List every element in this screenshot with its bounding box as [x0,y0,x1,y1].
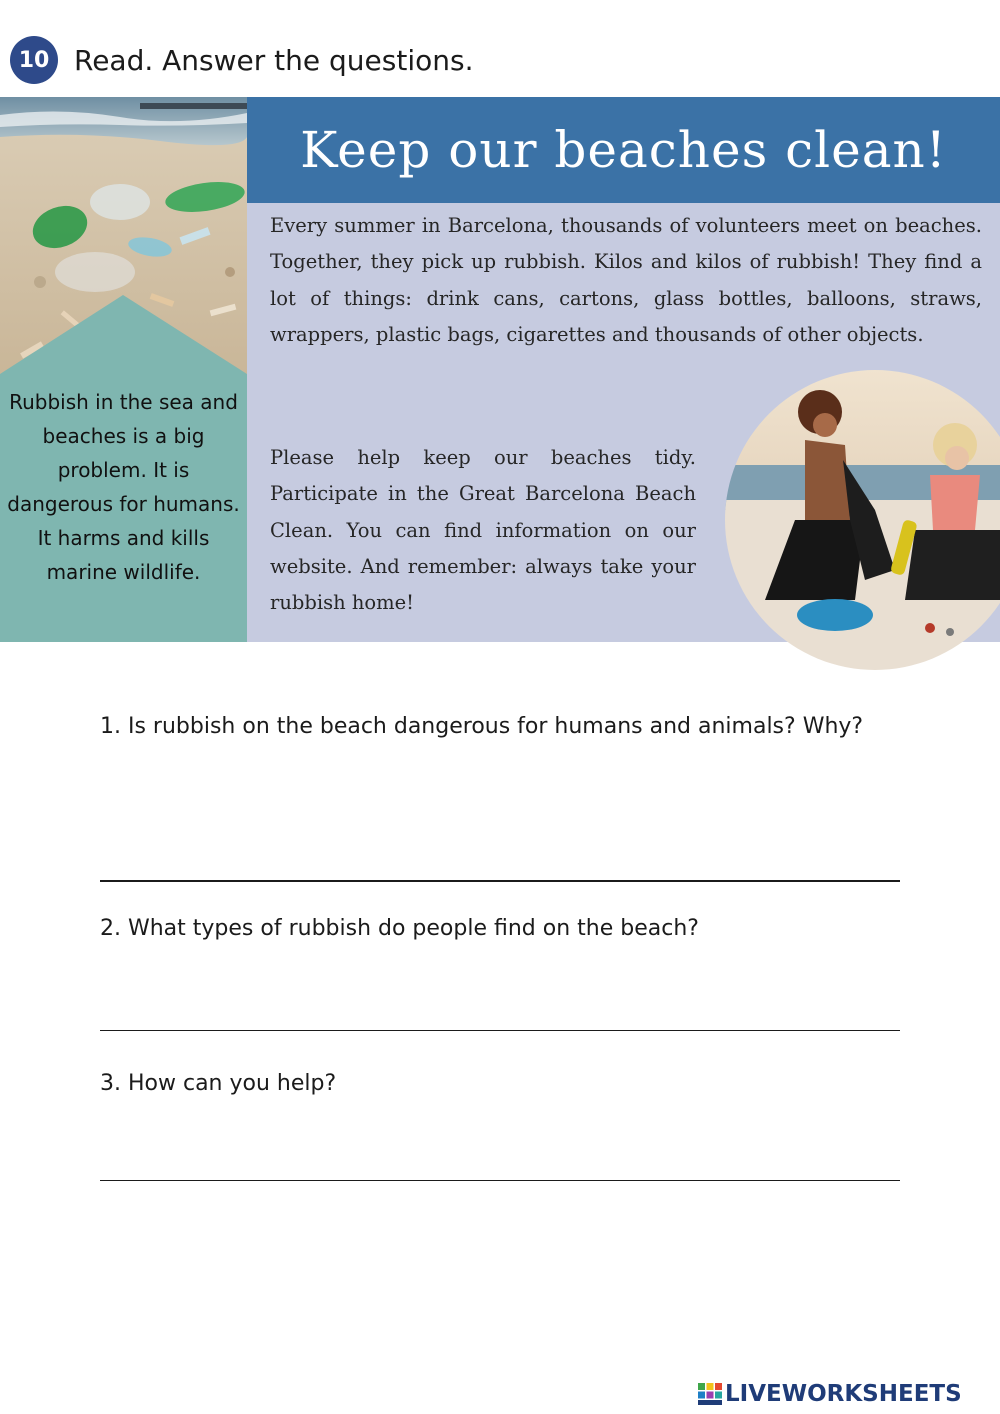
answer-line-3[interactable] [100,1180,900,1181]
answer-line-1[interactable] [100,880,900,882]
question-2: 2. What types of rubbish do people find on the beach? [100,916,699,941]
liveworksheets-brand[interactable] [697,1378,962,1410]
answer-line-2[interactable] [100,1030,900,1031]
volunteers-photo [725,370,1000,670]
volunteers-illustration [725,370,1000,670]
exercise-instruction: Read. Answer the questions. [74,43,474,77]
side-note-box [0,295,247,642]
liveworksheets-logo-icon [697,1381,723,1407]
exercise-header [10,36,474,84]
reading-panel [0,97,1000,642]
article-paragraph-1: Every summer in Barcelona, thousands of volunteers meet on beaches. Together, they pick up rubbish. Kilos and kilos of rubbish! They find a lot of things: drink cans, cartons, glass bottles, balloons, straws, wrappers, plastic bags, cigarettes and thousands of other objects. [270,214,982,346]
side-note-text: Rubbish in the sea and beaches is a big problem. It is dangerous for humans. It harms and kills marine wildlife. [7,390,240,584]
title-banner [247,97,1000,203]
brand-text: LIVEWORKSHEETS [725,1381,962,1407]
question-1: 1. Is rubbish on the beach dangerous for humans and animals? Why? [100,714,864,739]
article-title: Keep our beaches clean! [300,121,947,179]
article-paragraph-2: Please help keep our beaches tidy. Participate in the Great Barcelona Beach Clean. You can find information on our website. And remember: always take your rubbish home! [270,446,696,615]
question-3: 3. How can you help? [100,1071,337,1096]
exercise-number-badge: 10 [10,36,58,84]
